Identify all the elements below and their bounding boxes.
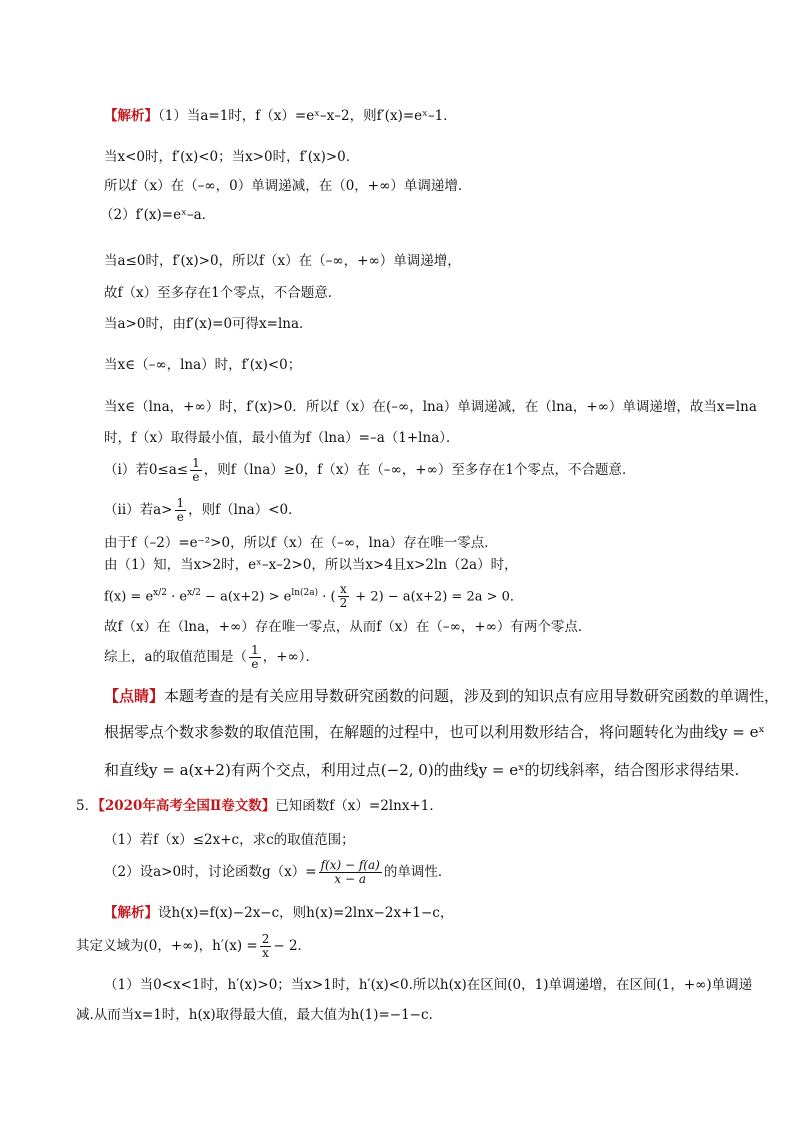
text-line: 当x<0时，f′(x)<0；当x>0时，f′(x)>0． [104,149,360,165]
question-number: 5． [76,798,99,814]
text: ，则f（lna）≥0，f（x）在（–∞，+∞）至多存在1个零点，不合题意． [203,462,636,478]
text: （1）当a=1时，f（x）=eˣ–x–2，则f′(x)=eˣ–1． [158,108,457,124]
fraction-one-over-e [190,457,202,484]
conclusion-line [104,644,319,671]
fraction-one-over-e [249,644,261,671]
question-stem: 已知函数f（x）=2lnx+1． [275,798,443,814]
fraction-denominator: x − a [319,872,382,886]
analysis-5-line-1 [104,904,453,922]
text: − 2． [273,938,312,954]
text-line: 当a≤0时，f′(x)>0，所以f（x）在（–∞，+∞）单调递增， [104,253,461,269]
exponent: x/2 [153,588,167,598]
fraction-numerator: 2 [261,932,270,946]
text: ，+∞）． [262,649,320,665]
fraction-denominator: e [190,470,202,484]
inequality-line [104,578,523,612]
comment-line-1 [104,686,779,706]
text: · e [166,589,188,605]
text: 设h(x)=f(x)−2x−c，则h(x)=2lnx−2x+1−c， [158,905,454,921]
question-2-line [104,857,451,887]
fraction-one-over-e [175,497,187,524]
analysis-line-1 [104,107,457,125]
text-line: 故f（x）在（lna，+∞）存在唯一零点，从而f（x）在（–∞，+∞）有两个零点． [104,619,592,635]
text-line: （1）当0<x<1时，h′(x)>0；当x>1时，h′(x)<0.所以h(x)在区间(0，1)单调递增，在区间(1，+∞)单调递 [104,977,753,993]
analysis-tag: 【解析】 [104,108,158,124]
comment-line-2: 根据零点个数求参数的取值范围，在解题的过程中，也可以利用数形结合，将问题转化为曲线y = eˣ [104,723,765,741]
text-line: 减.从而当x=1时，h(x)取得最大值，最大值为h(1)=−1−c. [76,1007,433,1023]
text-line: 当a>0时，由f′(x)=0可得x=lna． [104,316,313,332]
question-source: 【2020年高考全国Ⅱ卷文数】 [98,798,276,814]
text: 的单调性． [383,864,452,880]
domain-line [76,932,311,960]
exponent: ln(2a) [291,588,319,598]
text-line: 时，f（x）取得最小值，最小值为f（lna）=–a（1+lna）． [104,430,460,446]
text-line: （1）若f（x）≤2x+c，求c的取值范围； [104,832,355,848]
case-ii-line [104,497,302,524]
fraction-numerator: x [340,582,347,597]
text: （i）若0≤a≤ [104,462,189,478]
text: 本题考查的是有关应用导数研究函数的问题，涉及到的知识点有应用导数研究函数的单调性， [164,687,780,705]
exponent: x/2 [187,588,201,598]
text: （2）设a>0时，讨论函数g（x）= [104,864,317,880]
fraction-x-over-2 [338,583,350,610]
text: f(x) = e [104,589,154,605]
text-line: 当x∈（–∞，lna）时，f′(x)<0； [104,357,302,373]
fraction-denominator: x [260,946,272,960]
fraction-denominator: e [249,657,261,671]
fraction-numerator: f(x) − f(a) [320,858,380,872]
fraction-numerator: 1 [251,643,259,657]
text: 其定义域为(0，+∞)，h′(x) = [76,938,258,954]
text-line: 当x∈（lna，+∞）时，f′(x)>0．所以f（x）在(–∞，lna）单调递减，在（lna，+∞）单调递增，故当x=lna [104,399,757,415]
text-line: （2）f′(x)=eˣ–a． [100,207,216,223]
text: − a(x+2) > e [200,589,292,605]
fraction-denominator: 2 [339,596,348,611]
text-line: 所以f（x）在（–∞，0）单调递减，在（0，+∞）单调递增． [104,178,472,194]
fraction-numerator: 1 [192,456,200,470]
text: · ( [318,589,336,605]
text: 综上，a的取值范围是（ [104,649,248,665]
analysis-tag: 【解析】 [104,905,158,921]
text: + 2) − a(x+2) = 2a > 0． [351,589,523,605]
fraction-numerator: 1 [176,496,185,510]
text-line: 由于f（–2）=e⁻²>0，所以f（x）在（–∞，lna）存在唯一零点． [104,535,498,551]
text-line: 由（1）知，当x>2时，eˣ–x–2>0，所以当x>4且x>2ln（2a）时， [104,557,518,573]
comment-line-3: 和直线y = a(x+2)有两个交点，利用过点(−2, 0)的曲线y = eˣ的切线斜率，结合图形求得结果. [104,761,740,779]
fraction-denominator: e [175,510,187,524]
question-5-header [76,797,443,815]
comment-tag: 【点睛】 [104,687,165,705]
text: ，则f（lna）<0． [188,502,302,518]
text: （ii）若a> [104,502,173,518]
text-line: 故f（x）至多存在1个零点，不合题意． [104,285,342,301]
fraction-difference-quotient [319,859,382,886]
case-i-line [104,457,635,484]
fraction-two-over-x [260,933,272,960]
